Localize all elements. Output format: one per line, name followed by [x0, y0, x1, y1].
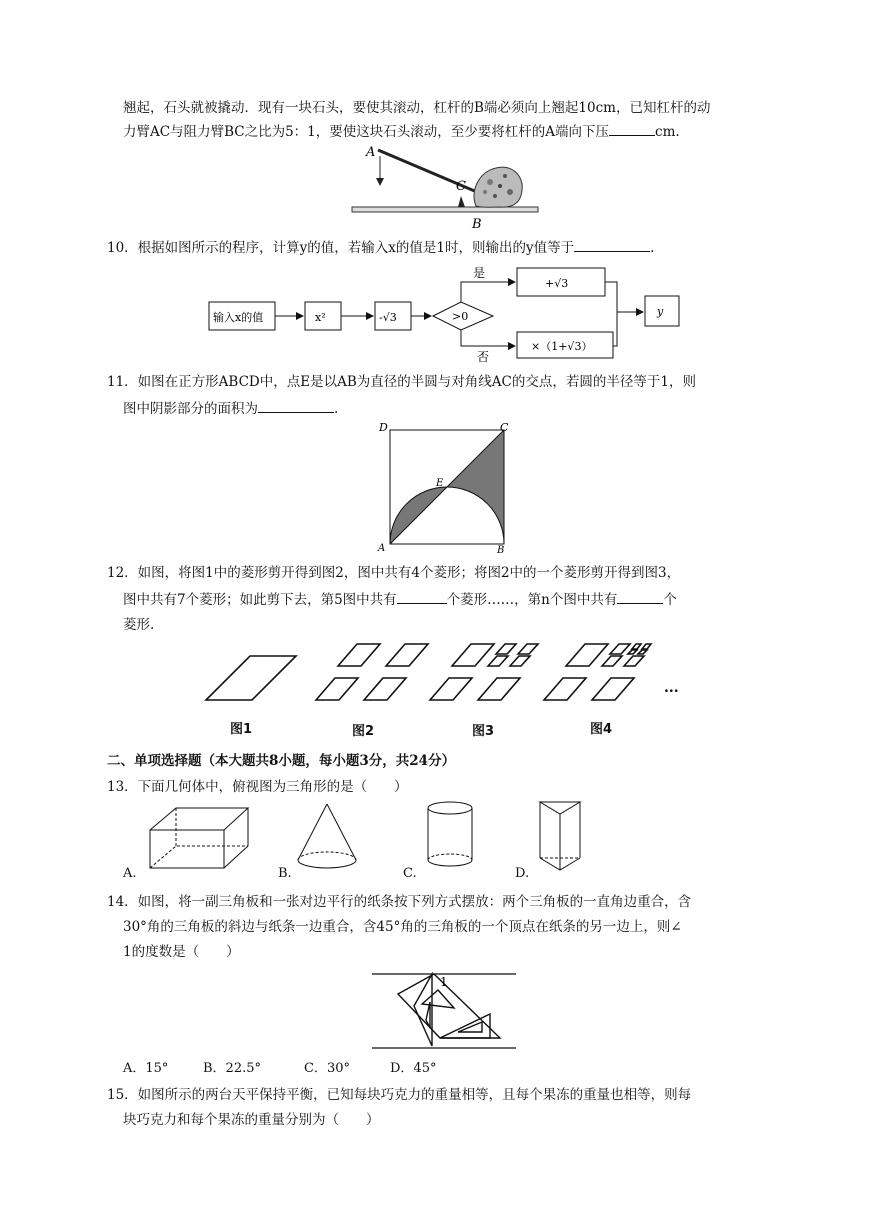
figure-label-1: 图1: [230, 722, 253, 737]
q9-answer-blank[interactable]: [609, 121, 655, 136]
program-flowchart: [205, 262, 685, 362]
lever-label-a: A: [366, 145, 376, 160]
q12-line2-text-a: 图中共有7个菱形；如此剪下去，第5图中共有: [123, 592, 397, 608]
q14-line3: 1的度数是（ ）: [123, 944, 240, 960]
q12-answer-blank-2[interactable]: [617, 589, 663, 604]
solid-cylinder: [428, 802, 472, 866]
q14-line2: 30°角的三角板的斜边与纸条一边重合，含45°角的三角板的一个顶点在纸条的另一边上，则∠: [123, 919, 682, 935]
angle-1-label: 1: [440, 975, 448, 989]
solids-row: [140, 798, 620, 878]
rhombus-figures: [200, 638, 700, 718]
q11-line2-text: 图中阴影部分的面积为: [123, 401, 258, 417]
flow-output-label: y: [657, 305, 664, 318]
square-label-e: E: [436, 478, 444, 489]
lever-label-b: B: [472, 217, 482, 232]
rhombus-figure-1: [206, 656, 296, 700]
square-label-d: D: [379, 421, 388, 434]
flow-yes-label: 是: [473, 266, 486, 280]
q12-line2: [123, 589, 677, 610]
q13-stem: 13．下面几何体中，俯视图为三角形的是（ ）: [107, 779, 408, 795]
q11-line1: 11．如图在正方形ABCD中，点E是以AB为直径的半圆与对角线AC的交点，若圆的半径等于1，则: [107, 374, 696, 390]
q12-line2-text-b: 个菱形……，第n个图中共有: [446, 592, 618, 608]
solid-triangular-prism: [540, 802, 580, 870]
q14-option-d[interactable]: D．45°: [390, 1061, 437, 1076]
q15-line2: 块巧克力和每个果冻的重量分别为（ ）: [123, 1112, 380, 1128]
q11-line2: [123, 398, 338, 419]
q10-stem: [107, 237, 654, 258]
flow-times-label: ×（1+√3）: [531, 340, 593, 353]
q15-line1: 15．如图所示的两台天平保持平衡，已知每块巧克力的重量相等，且每个果冻的重量也相等，则每: [107, 1087, 692, 1103]
rhombus-ellipsis: ...: [664, 680, 679, 696]
flow-square-label: x²: [315, 311, 326, 324]
flow-minus-root3-label: -√3: [379, 311, 397, 324]
q10-answer-blank[interactable]: [574, 237, 650, 252]
section-2-heading: 二、单项选择题（本大题共8小题，每小题3分，共24分）: [107, 753, 456, 769]
q14-option-c[interactable]: C．30°: [304, 1061, 350, 1076]
q11-period: .: [334, 401, 339, 417]
q9-line2-text: 力臂AC与阻力臂BC之比为5：1，要使这块石头滚动，至少要将杠杆的A端向下压: [123, 124, 610, 140]
solid-cuboid: [150, 808, 248, 868]
lever-diagram: [350, 140, 550, 232]
q14-option-a[interactable]: A．15°: [123, 1061, 169, 1076]
q9-unit: cm.: [655, 124, 680, 140]
triangle-boards-diagram: [370, 966, 520, 1052]
q9-line1: 翘起，石头就被撬动．现有一块石头，要使其滚动，杠杆的B端必须向上翘起10cm，已知杠杆的动: [123, 100, 711, 116]
q13-option-c[interactable]: C.: [403, 866, 417, 881]
rhombus-figure-4: [544, 644, 651, 700]
lever-label-c: C: [456, 179, 466, 194]
solid-cone: [298, 804, 356, 868]
figure-label-4: 图4: [590, 722, 613, 737]
figure-label-3: 图3: [472, 724, 495, 739]
q12-line2-text-c: 个: [663, 592, 677, 608]
q10-period: .: [650, 240, 655, 256]
q9-line2: [123, 121, 680, 142]
flow-input-label: 输入x的值: [213, 311, 264, 324]
q12-line3: 菱形.: [123, 617, 155, 633]
q14-line1: 14．如图，将一副三角板和一张对边平行的纸条按下列方式摆放：两个三角板的一直角边重合，含: [107, 894, 692, 910]
flow-condition-label: >0: [452, 310, 469, 323]
figure-label-2: 图2: [352, 724, 375, 739]
rhombus-figure-3: [430, 644, 538, 700]
square-semicircle-diagram: [376, 420, 516, 556]
q14-option-b[interactable]: B．22.5°: [203, 1061, 261, 1076]
q13-option-a[interactable]: A.: [123, 866, 137, 881]
square-label-b: B: [497, 545, 505, 556]
q11-answer-blank[interactable]: [258, 398, 334, 413]
flow-plus-root3-label: +√3: [545, 277, 569, 290]
flow-no-label: 否: [477, 350, 490, 364]
q13-option-b[interactable]: B.: [278, 866, 292, 881]
q12-answer-blank-1[interactable]: [397, 589, 447, 604]
square-label-a: A: [378, 543, 386, 554]
square-label-c: C: [500, 421, 509, 434]
q13-option-d[interactable]: D.: [515, 866, 530, 881]
q12-line1: 12．如图，将图1中的菱形剪开得到图2，图中共有4个菱形；将图2中的一个菱形剪开得到图3，: [107, 565, 681, 581]
rhombus-figure-2: [316, 644, 428, 700]
q10-text: 10．根据如图所示的程序，计算y的值，若输入x的值是1时，则输出的y值等于: [107, 240, 575, 256]
